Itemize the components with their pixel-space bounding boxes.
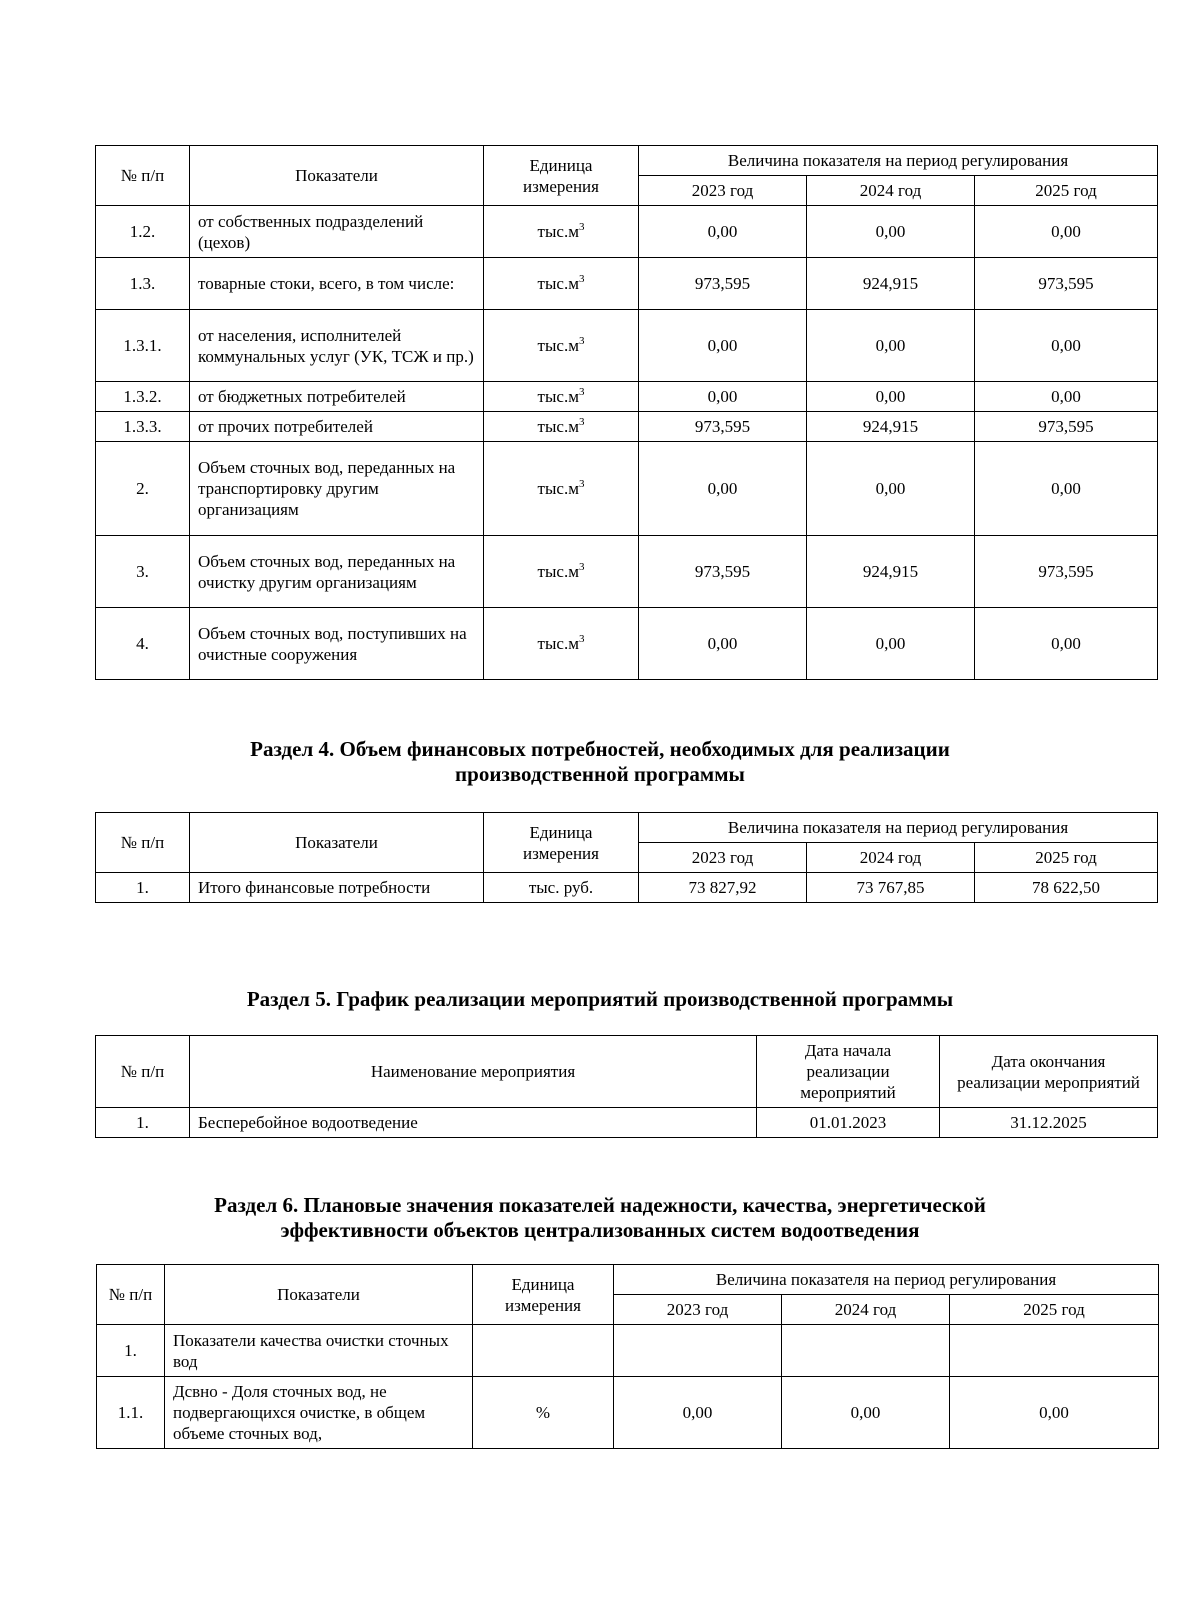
row-value-2024: 0,00 <box>807 608 975 680</box>
header-indicator: Показатели <box>190 813 484 873</box>
row-unit: $тыс.м^3$ <box>484 382 639 412</box>
row-unit: $тыс.м^3$ <box>484 536 639 608</box>
header-num: № п/п <box>96 1036 190 1108</box>
table-row <box>96 310 1158 382</box>
header-num: № п/п <box>97 1265 165 1325</box>
row-end-date: 31.12.2025 <box>940 1108 1158 1138</box>
section4-title-line1: Раздел 4. Объем финансовых потребностей, необходимых для реализации <box>250 737 950 761</box>
row-value-2023: 0,00 <box>639 382 807 412</box>
header-start-date: Дата начала реализации мероприятий <box>757 1036 940 1108</box>
row-value-2023: 0,00 <box>639 310 807 382</box>
row-value-2023: 973,595 <box>639 258 807 310</box>
row-value-2023: 0,00 <box>639 442 807 536</box>
row-value-2024: 924,915 <box>807 412 975 442</box>
header-num: № п/п <box>96 813 190 873</box>
row-value-2023: 973,595 <box>639 412 807 442</box>
table-row <box>96 258 1158 310</box>
row-value-2024: 0,00 <box>807 206 975 258</box>
row-unit: $тыс.м^3$ <box>484 442 639 536</box>
row-indicator: Объем сточных вод, переданных на транспортировку другим организациям <box>190 442 484 536</box>
row-num: 1.3. <box>96 258 190 310</box>
header-value-group: Величина показателя на период регулирования <box>614 1265 1159 1295</box>
header-indicator: Показатели <box>165 1265 473 1325</box>
row-unit: $тыс.м^3$ <box>484 258 639 310</box>
table-row <box>96 536 1158 608</box>
row-value-2023: 973,595 <box>639 536 807 608</box>
header-year: 2025 год <box>975 176 1158 206</box>
table-quality <box>96 1264 1159 1449</box>
header-year: 2024 год <box>807 176 975 206</box>
row-unit: $тыс.м^3$ <box>484 310 639 382</box>
row-value-2024: 0,00 <box>807 382 975 412</box>
row-num: 3. <box>96 536 190 608</box>
row-value-2024: 924,915 <box>807 258 975 310</box>
header-unit: Единица измерения <box>473 1265 614 1325</box>
row-value-2025: 0,00 <box>975 382 1158 412</box>
row-value-2023: 0,00 <box>639 608 807 680</box>
table-row <box>96 1108 1158 1138</box>
table-row <box>96 206 1158 258</box>
header-value-group: Величина показателя на период регулирования <box>639 146 1158 176</box>
row-unit <box>473 1325 614 1377</box>
row-num: 1. <box>97 1325 165 1377</box>
section6-title-line2: эффективности объектов централизованных систем водоотведения <box>280 1218 920 1242</box>
row-value-2025: 973,595 <box>975 258 1158 310</box>
row-unit: $тыс.м^3$ <box>484 206 639 258</box>
row-value-2025: 0,00 <box>950 1377 1159 1449</box>
row-num: 1.1. <box>97 1377 165 1449</box>
header-indicator: Показатели <box>190 146 484 206</box>
table-row <box>96 873 1158 903</box>
row-num: 1. <box>96 1108 190 1138</box>
row-start-date: 01.01.2023 <box>757 1108 940 1138</box>
header-year: 2025 год <box>975 843 1158 873</box>
row-value-2024 <box>782 1325 950 1377</box>
row-indicator: от бюджетных потребителей <box>190 382 484 412</box>
row-unit: $тыс.м^3$ <box>484 412 639 442</box>
row-indicator: Объем сточных вод, поступивших на очистные сооружения <box>190 608 484 680</box>
header-end-date: Дата окончания реализации мероприятий <box>940 1036 1158 1108</box>
row-indicator: Объем сточных вод, переданных на очистку другим организациям <box>190 536 484 608</box>
header-num: № п/п <box>96 146 190 206</box>
row-num: 1.2. <box>96 206 190 258</box>
row-indicator: Показатели качества очистки сточных вод <box>165 1325 473 1377</box>
row-indicator: от населения, исполнителей коммунальных услуг (УК, ТСЖ и пр.) <box>190 310 484 382</box>
row-num: 4. <box>96 608 190 680</box>
row-value-2025: 0,00 <box>975 608 1158 680</box>
row-indicator: от прочих потребителей <box>190 412 484 442</box>
row-value-2025 <box>950 1325 1159 1377</box>
row-value-2023 <box>614 1325 782 1377</box>
row-unit: % <box>473 1377 614 1449</box>
header-year: 2023 год <box>614 1295 782 1325</box>
table-finance <box>95 812 1158 903</box>
section5-title: Раздел 5. График реализации мероприятий производственной программы <box>246 987 954 1011</box>
row-value-2024: 73 767,85 <box>807 873 975 903</box>
row-value-2024: 0,00 <box>782 1377 950 1449</box>
section6-title-line1: Раздел 6. Плановые значения показателей надежности, качества, энергетической <box>214 1193 986 1217</box>
table-schedule <box>95 1035 1158 1138</box>
row-value-2025: 0,00 <box>975 206 1158 258</box>
header-unit: Единица измерения <box>484 146 639 206</box>
header-year: 2024 год <box>807 843 975 873</box>
row-num: 1. <box>96 873 190 903</box>
header-year: 2023 год <box>639 843 807 873</box>
row-value-2025: 0,00 <box>975 442 1158 536</box>
row-num: 1.3.3. <box>96 412 190 442</box>
header-value-group: Величина показателя на период регулирования <box>639 813 1158 843</box>
table-row <box>97 1377 1159 1449</box>
row-unit: тыс. руб. <box>484 873 639 903</box>
row-indicator: Итого финансовые потребности <box>190 873 484 903</box>
table-row <box>96 608 1158 680</box>
section4-title-line2: производственной программы <box>455 762 745 786</box>
row-value-2025: 973,595 <box>975 536 1158 608</box>
row-indicator: от собственных подразделений (цехов) <box>190 206 484 258</box>
table-volumes <box>95 145 1158 680</box>
section4-title <box>0 737 1200 787</box>
table-row <box>97 1325 1159 1377</box>
row-value-2023: 0,00 <box>639 206 807 258</box>
row-value-2025: 973,595 <box>975 412 1158 442</box>
row-indicator: Дсвно - Доля сточных вод, не подвергающихся очистке, в общем объеме сточных вод, <box>165 1377 473 1449</box>
table-row <box>96 442 1158 536</box>
header-year: 2023 год <box>639 176 807 206</box>
row-value-2025: 78 622,50 <box>975 873 1158 903</box>
row-name: Бесперебойное водоотведение <box>190 1108 757 1138</box>
row-num: 1.3.2. <box>96 382 190 412</box>
header-year: 2024 год <box>782 1295 950 1325</box>
header-unit: Единица измерения <box>484 813 639 873</box>
table-row <box>96 382 1158 412</box>
row-num: 2. <box>96 442 190 536</box>
row-indicator: товарные стоки, всего, в том числе: <box>190 258 484 310</box>
header-year: 2025 год <box>950 1295 1159 1325</box>
row-value-2024: 0,00 <box>807 310 975 382</box>
row-value-2023: 73 827,92 <box>639 873 807 903</box>
section6-title <box>0 1193 1200 1243</box>
row-unit: $тыс.м^3$ <box>484 608 639 680</box>
row-value-2024: 0,00 <box>807 442 975 536</box>
row-value-2025: 0,00 <box>975 310 1158 382</box>
header-name: Наименование мероприятия <box>190 1036 757 1108</box>
row-value-2023: 0,00 <box>614 1377 782 1449</box>
table-row <box>96 412 1158 442</box>
row-num: 1.3.1. <box>96 310 190 382</box>
row-value-2024: 924,915 <box>807 536 975 608</box>
